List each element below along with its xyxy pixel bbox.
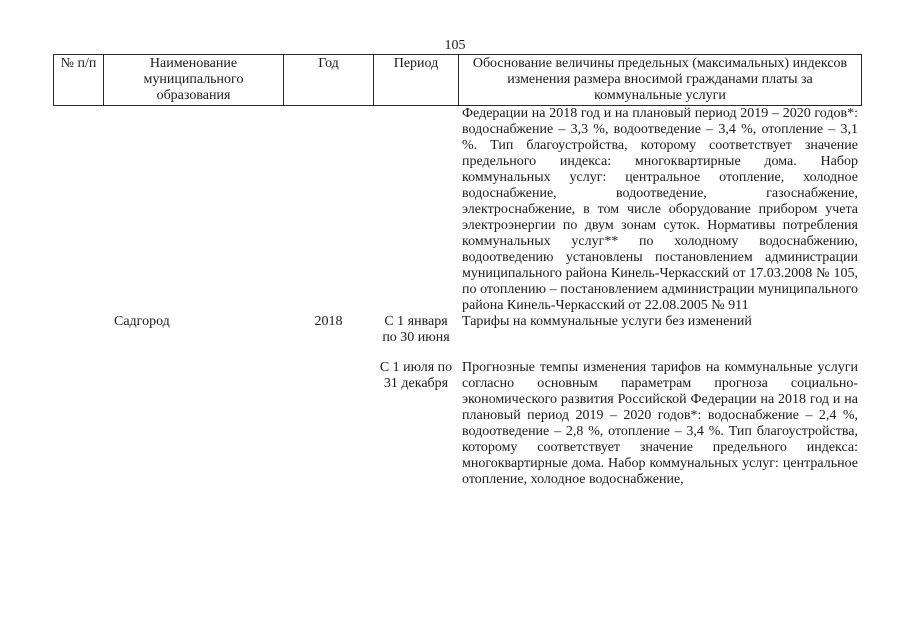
period-cell-1: С 1 января по 30 июня — [382, 314, 450, 345]
page-number: 105 — [444, 38, 466, 53]
municipality-cell: Садгород — [114, 314, 170, 329]
table-row-continuation — [54, 106, 862, 315]
justification-continued: Федерации на 2018 год и на плановый период 2019 – 2020 годов*: водоснабжение – 3,3 %, водоотведение – 3,4 %, отопление – 3,1 %. Тип благоустройства, которому соответствует значение предельного индекса: многоквартирные дома. Набор коммунальных услуг: центральное отопление, холодное водоснабжение, водоотведение, газоснабжение, электроснабжение, в том числе оборудование прибором учета электроэнергии по двум зонам суток. Нормативы потребления коммунальных услуг** по холодному водоснабжению, водоотведению установлены постановлением администрации муниципального района Кинель-Черкасский от 17.03.2008 № 105, по отоплению – постановлением администрации муниципального района Кинель-Черкасский от 22.08.2005 № 911 — [462, 106, 858, 313]
header-year: Год — [284, 55, 374, 106]
header-justification: Обоснование величины предельных (максимальных) индексов изменения размера вносимой гражданами платы за коммунальные услуги — [459, 55, 862, 106]
table-row-sadgorod-second-half — [54, 360, 862, 488]
table-header-row — [54, 55, 862, 106]
period-cell-2: С 1 июля по 31 декабря — [379, 360, 453, 391]
justification-cell-1: Тарифы на коммунальные услуги без изменений — [462, 314, 752, 329]
tariff-table — [53, 54, 862, 488]
table-row-sadgorod — [54, 314, 862, 346]
header-municipality: Наименование муниципального образования — [104, 55, 284, 106]
header-period: Период — [374, 55, 459, 106]
year-cell: 2018 — [314, 314, 343, 329]
justification-cell-2: Прогнозные темпы изменения тарифов на коммунальные услуги согласно основным параметрам прогноза социально-экономического развития Российской Федерации на 2018 год и на плановый период 2019 – 2020 годов*: водоснабжение – 2,4 %, водоотведение – 2,8 %, отопление – 3,4 %. Тип благоустройства, которому соответствует значение предельного индекса: многоквартирные дома. Набор коммунальных услуг: центральное отопление, холодное водоснабжение, — [462, 360, 858, 487]
header-number: № п/п — [54, 55, 104, 106]
